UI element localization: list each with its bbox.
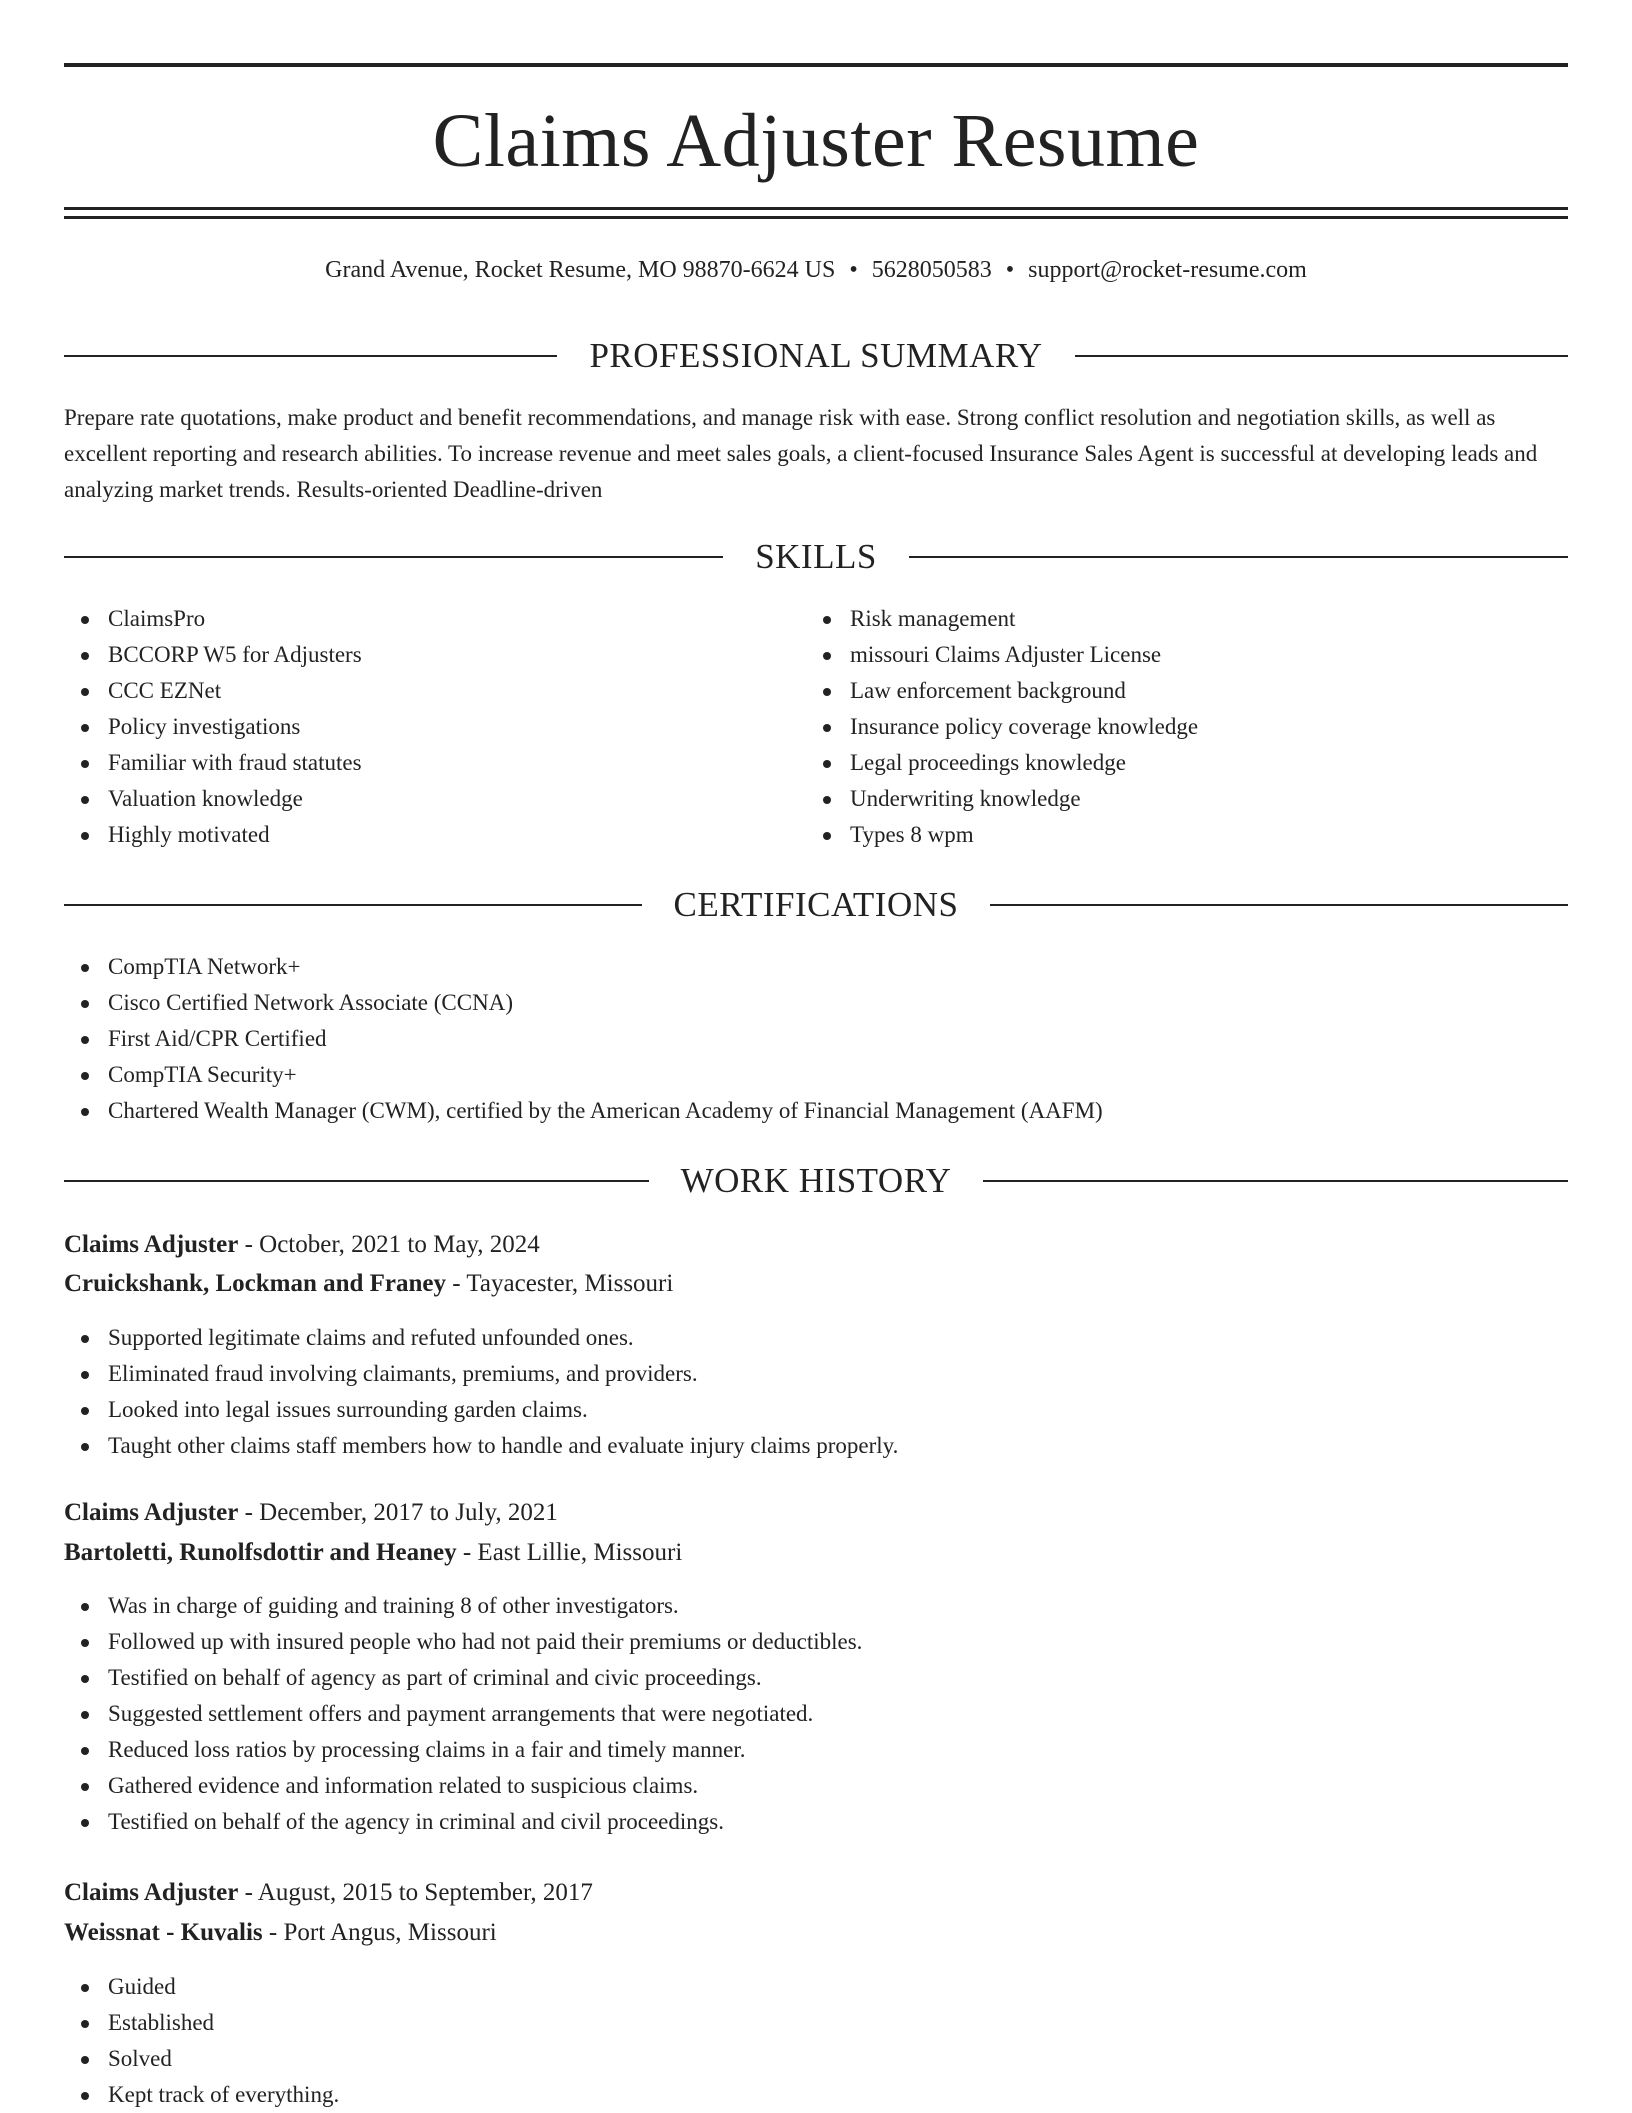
certification-text: Cisco Certified Network Associate (CCNA) — [108, 990, 513, 1015]
job-company-line — [64, 1915, 497, 1951]
duty-text: Reduced loss ratios by processing claims in a fair and timely manner. — [108, 1737, 746, 1762]
job-title-line — [64, 1495, 558, 1531]
section-heading-label: SKILLS — [755, 537, 877, 576]
duty-text: Kept track of everything. — [108, 2082, 340, 2107]
skill-text: Legal proceedings knowledge — [850, 750, 1126, 775]
bullet-icon — [81, 1371, 89, 1379]
list-item — [64, 1392, 898, 1428]
skill-text: Familiar with fraud statutes — [108, 750, 362, 775]
bullet-icon — [81, 1675, 89, 1683]
certification-text: CompTIA Network+ — [108, 954, 301, 979]
contact-phone: 5628050583 — [871, 257, 992, 283]
job-dates: - October, 2021 to May, 2024 — [238, 1231, 540, 1258]
bullet-icon — [823, 724, 831, 732]
list-item — [64, 601, 362, 637]
list-item — [64, 949, 1103, 985]
heading-rule-left — [64, 1180, 649, 1182]
list-item — [64, 1021, 1103, 1057]
job-duties-list — [64, 1320, 898, 1464]
certifications-list — [64, 949, 1103, 1129]
job-title: Claims Adjuster — [64, 1231, 239, 1258]
duty-text: Was in charge of guiding and training 8 of other investigators. — [108, 1593, 679, 1618]
bullet-icon — [81, 652, 89, 660]
job-location: - Port Angus, Missouri — [262, 1919, 497, 1946]
bullet-icon — [81, 1108, 89, 1116]
summary-text: Prepare rate quotations, make product and benefit recommendations, and manage risk with ease. Strong conflict resolution and negotiation skills, as well as excellent reporting and research abilities. To increase revenue and meet sales goals, a client-focused Insurance Sales Agent is successful at developing leads and analyzing market trends. Results-oriented Deadline-driven — [64, 405, 1538, 502]
bullet-icon — [81, 964, 89, 972]
job-title-line — [64, 1875, 593, 1911]
duty-text: Followed up with insured people who had not paid their premiums or deductibles. — [108, 1629, 863, 1654]
list-item — [806, 781, 1198, 817]
list-item — [64, 1660, 862, 1696]
skills-list-left — [64, 601, 362, 853]
list-item — [806, 745, 1198, 781]
heading-rule-left — [64, 904, 642, 906]
skill-text: Valuation knowledge — [108, 786, 303, 811]
skill-text: CCC EZNet — [108, 678, 222, 703]
job-duties-list — [64, 1588, 862, 1840]
duty-text: Solved — [108, 2046, 172, 2071]
job-location: - East Lillie, Missouri — [456, 1539, 683, 1566]
list-item — [64, 1624, 862, 1660]
bullet-icon — [81, 1783, 89, 1791]
bullet-icon — [81, 1335, 89, 1343]
bullet-icon — [823, 652, 831, 660]
bullet-icon — [81, 2056, 89, 2064]
duty-text: Testified on behalf of agency as part of criminal and civic proceedings. — [108, 1665, 762, 1690]
skill-text: ClaimsPro — [108, 606, 206, 631]
section-heading-label: CERTIFICATIONS — [673, 885, 959, 924]
job-company: Bartoletti, Runolfsdottir and Heaney — [64, 1539, 457, 1566]
list-item — [64, 1320, 898, 1356]
duty-text: Taught other claims staff members how to handle and evaluate injury claims properly. — [108, 1433, 899, 1458]
list-item — [64, 745, 362, 781]
list-item — [806, 817, 1198, 853]
skills-list-right — [806, 601, 1198, 853]
list-item — [64, 781, 362, 817]
list-item — [64, 709, 362, 745]
heading-rule-left — [64, 556, 723, 558]
bullet-icon — [81, 724, 89, 732]
bullet-icon — [81, 616, 89, 624]
skill-text: missouri Claims Adjuster License — [850, 642, 1162, 667]
bullet-icon — [823, 760, 831, 768]
bullet-icon — [81, 2020, 89, 2028]
section-heading-label: WORK HISTORY — [680, 1161, 952, 1200]
bullet-icon — [81, 1639, 89, 1647]
list-item — [806, 601, 1198, 637]
list-item — [64, 1093, 1103, 1129]
bullet-icon — [81, 1443, 89, 1451]
skill-text: Policy investigations — [108, 714, 301, 739]
heading-rule-right — [1075, 355, 1568, 357]
header-double-rule-upper — [64, 207, 1568, 210]
job-company: Cruickshank, Lockman and Franey — [64, 1270, 447, 1297]
contact-separator: • — [849, 257, 858, 283]
duty-text: Suggested settlement offers and payment arrangements that were negotiated. — [108, 1701, 814, 1726]
bullet-icon — [81, 796, 89, 804]
bullet-icon — [81, 1407, 89, 1415]
bullet-icon — [823, 796, 831, 804]
bullet-icon — [81, 760, 89, 768]
heading-rule-right — [990, 904, 1568, 906]
list-item — [806, 673, 1198, 709]
duty-text: Looked into legal issues surrounding garden claims. — [108, 1397, 588, 1422]
bullet-icon — [81, 1711, 89, 1719]
certification-text: CompTIA Security+ — [108, 1062, 297, 1087]
bullet-icon — [823, 688, 831, 696]
list-item — [64, 2041, 339, 2077]
list-item — [64, 2077, 339, 2113]
job-title: Claims Adjuster — [64, 1879, 239, 1906]
skill-text: Risk management — [850, 606, 1016, 631]
bullet-icon — [823, 616, 831, 624]
list-item — [64, 1969, 339, 2005]
list-item — [64, 1804, 862, 1840]
bullet-icon — [823, 832, 831, 840]
bullet-icon — [81, 1984, 89, 1992]
list-item — [64, 2005, 339, 2041]
section-heading-summary — [64, 334, 1568, 378]
heading-rule-right — [909, 556, 1568, 558]
section-heading-label: PROFESSIONAL SUMMARY — [589, 336, 1043, 375]
duty-text: Testified on behalf of the agency in criminal and civil proceedings. — [108, 1809, 724, 1834]
bullet-icon — [81, 832, 89, 840]
duty-text: Guided — [108, 1974, 176, 1999]
contact-address: Grand Avenue, Rocket Resume, MO 98870-6624 US — [325, 257, 836, 283]
duty-text: Established — [108, 2010, 215, 2035]
header-top-rule — [64, 63, 1568, 67]
job-title: Claims Adjuster — [64, 1499, 239, 1526]
list-item — [64, 1732, 862, 1768]
list-item — [64, 1057, 1103, 1093]
list-item — [64, 637, 362, 673]
list-item — [806, 637, 1198, 673]
skill-text: Insurance policy coverage knowledge — [850, 714, 1199, 739]
certification-text: Chartered Wealth Manager (CWM), certified by the American Academy of Financial Management (AAFM) — [108, 1098, 1103, 1123]
bullet-icon — [81, 1747, 89, 1755]
page-title: Claims Adjuster Resume — [432, 99, 1200, 183]
contact-line — [64, 254, 1568, 286]
heading-rule-right — [983, 1180, 1568, 1182]
list-item — [64, 985, 1103, 1021]
header-double-rule-lower — [64, 216, 1568, 219]
job-dates: - December, 2017 to July, 2021 — [238, 1499, 558, 1526]
bullet-icon — [81, 1819, 89, 1827]
job-title-line — [64, 1227, 540, 1263]
list-item — [64, 817, 362, 853]
list-item — [64, 1428, 898, 1464]
skill-text: Highly motivated — [108, 822, 270, 847]
list-item — [64, 1356, 898, 1392]
contact-separator: • — [1005, 257, 1015, 283]
bullet-icon — [81, 1603, 89, 1611]
contact-email: support@rocket-resume.com — [1028, 257, 1307, 283]
duty-text: Eliminated fraud involving claimants, premiums, and providers. — [108, 1361, 698, 1386]
list-item — [806, 709, 1198, 745]
skill-text: BCCORP W5 for Adjusters — [108, 642, 362, 667]
job-company-line — [64, 1535, 682, 1571]
list-item — [64, 1588, 862, 1624]
list-item — [64, 1696, 862, 1732]
list-item — [64, 1768, 862, 1804]
certification-text: First Aid/CPR Certified — [108, 1026, 327, 1051]
job-company-line — [64, 1266, 673, 1302]
job-duties-list — [64, 1969, 339, 2113]
bullet-icon — [81, 1072, 89, 1080]
bullet-icon — [81, 688, 89, 696]
section-heading-skills — [64, 535, 1568, 579]
skill-text: Law enforcement background — [850, 678, 1126, 703]
bullet-icon — [81, 2092, 89, 2100]
bullet-icon — [81, 1000, 89, 1008]
job-location: - Tayacester, Missouri — [446, 1270, 674, 1297]
bullet-icon — [81, 1036, 89, 1044]
section-heading-certifications — [64, 883, 1568, 927]
heading-rule-left — [64, 355, 557, 357]
list-item — [64, 673, 362, 709]
duty-text: Supported legitimate claims and refuted unfounded ones. — [108, 1325, 634, 1350]
skill-text: Types 8 wpm — [850, 822, 974, 847]
job-company: Weissnat - Kuvalis — [64, 1919, 263, 1946]
duty-text: Gathered evidence and information related to suspicious claims. — [108, 1773, 699, 1798]
skill-text: Underwriting knowledge — [850, 786, 1081, 811]
job-dates: - August, 2015 to September, 2017 — [238, 1879, 593, 1906]
section-heading-work-history — [64, 1159, 1568, 1203]
